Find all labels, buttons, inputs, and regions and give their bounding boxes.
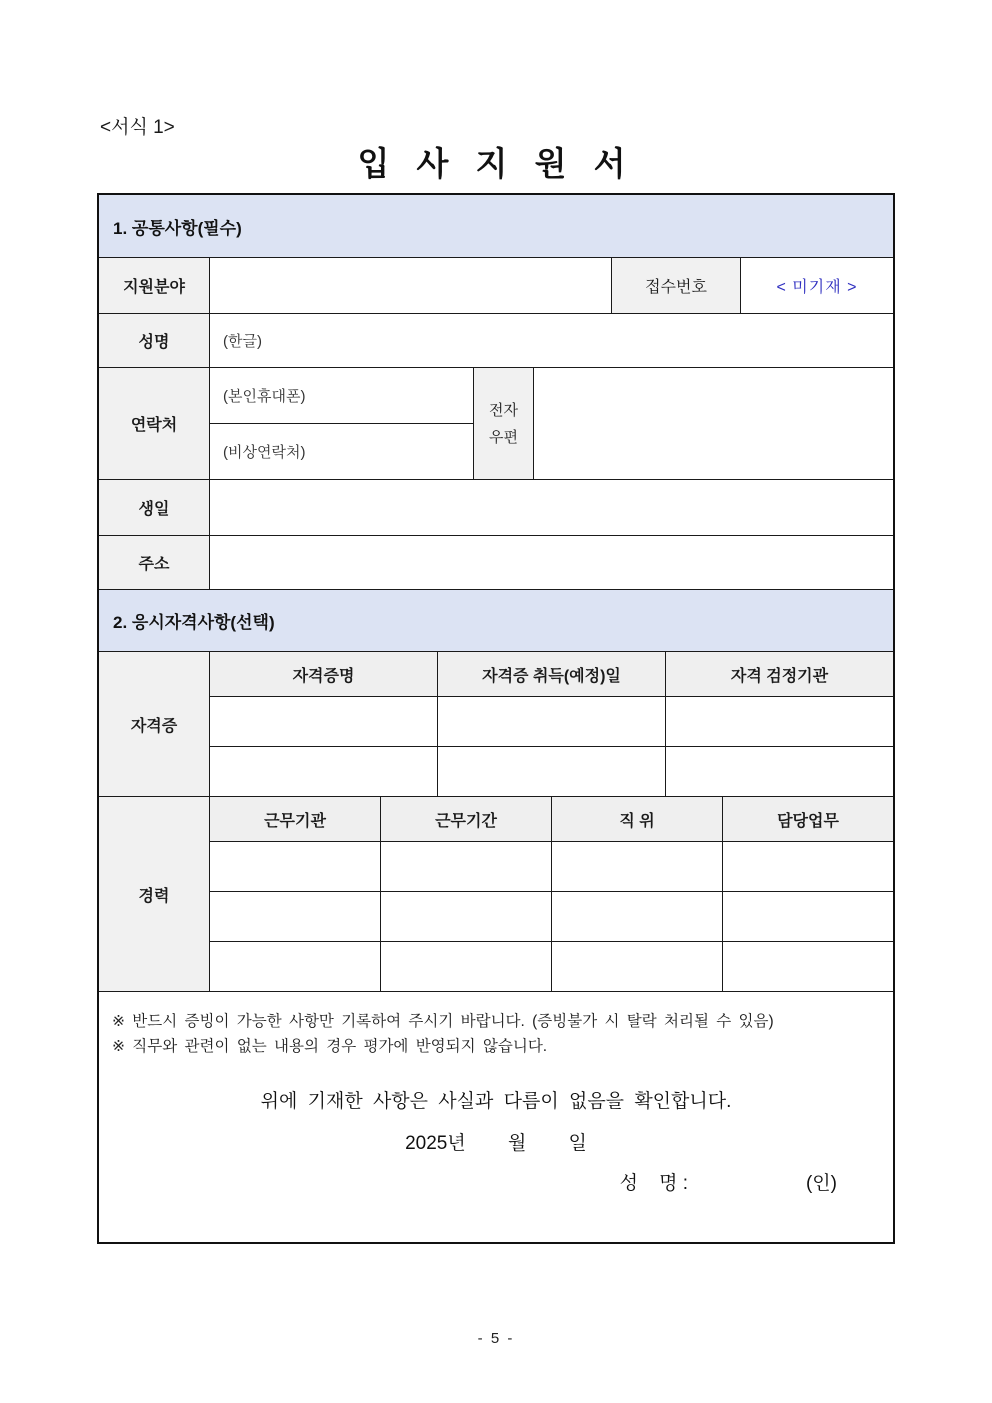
career-label: 경력	[99, 797, 209, 991]
note-line-1: ※ 반드시 증빙이 가능한 사항만 기록하여 주시기 바랍니다. (증빙불가 시 탈락 처리될 수 있음)	[112, 1013, 774, 1030]
footer-section	[99, 991, 893, 1242]
emergency-contact-input[interactable]: (비상연락처)	[210, 423, 473, 479]
signature-line	[99, 1168, 893, 1195]
career-duty-input[interactable]	[722, 892, 893, 941]
career-table	[209, 797, 893, 991]
receipt-no-label: 접수번호	[611, 258, 740, 313]
career-position-header: 직 위	[551, 797, 722, 841]
birthday-label: 생일	[99, 480, 209, 535]
contact-phone-column	[209, 368, 473, 479]
page-title: 입 사 지 원 서	[357, 145, 635, 182]
cert-agency-input[interactable]	[665, 747, 893, 796]
career-header-row	[210, 797, 893, 841]
certificate-table	[209, 652, 893, 796]
career-period-input[interactable]	[380, 892, 551, 941]
cert-name-input[interactable]	[210, 697, 437, 746]
certificate-data-row	[210, 696, 893, 746]
career-org-input[interactable]	[210, 842, 380, 891]
career-position-input[interactable]	[551, 842, 722, 891]
application-form	[97, 193, 895, 1244]
certificate-header-row	[210, 652, 893, 696]
note-line-2: ※ 직무와 관련이 없는 내용의 경우 평가에 반영되지 않습니다.	[112, 1038, 548, 1056]
career-period-header: 근무기간	[380, 797, 551, 841]
apply-field-label: 지원분야	[99, 258, 209, 313]
cert-date-header: 자격증 취득(예정)일	[437, 652, 665, 696]
certificate-section	[99, 651, 893, 796]
receipt-no-value: < 미기재 >	[776, 279, 858, 296]
contact-row	[99, 367, 893, 479]
career-position-input[interactable]	[551, 942, 722, 991]
cert-name-input[interactable]	[210, 747, 437, 796]
signer-name-label: 성 명 :	[619, 1173, 688, 1195]
cert-name-header: 자격증명	[210, 652, 437, 696]
phone-input[interactable]: (본인휴대폰)	[223, 388, 306, 405]
birthday-row	[99, 479, 893, 535]
seal-label: (인)	[805, 1173, 837, 1195]
career-section	[99, 796, 893, 991]
contact-label: 연락처	[99, 368, 209, 479]
career-org-input[interactable]	[210, 942, 380, 991]
name-input[interactable]: (한글)	[209, 314, 893, 367]
receipt-no-cell	[740, 258, 893, 313]
career-period-input[interactable]	[380, 842, 551, 891]
career-period-input[interactable]	[380, 942, 551, 991]
cert-date-input[interactable]	[437, 747, 665, 796]
career-org-header: 근무기관	[210, 797, 380, 841]
career-position-input[interactable]	[551, 892, 722, 941]
email-label	[473, 368, 533, 479]
career-data-row	[210, 891, 893, 941]
certificate-data-row	[210, 746, 893, 796]
career-duty-input[interactable]	[722, 842, 893, 891]
name-row	[99, 313, 893, 367]
form-tag: <서식 1>	[100, 117, 175, 138]
career-org-input[interactable]	[210, 892, 380, 941]
cert-agency-header: 자격 검정기관	[665, 652, 893, 696]
section-1-header: 1. 공통사항(필수)	[99, 195, 893, 257]
name-label: 성명	[99, 314, 209, 367]
email-label-line1: 전자	[489, 401, 518, 419]
email-input[interactable]	[533, 368, 893, 479]
apply-field-input[interactable]	[209, 258, 611, 313]
email-label-line2: 우편	[489, 428, 518, 446]
date-line: 2025년 월 일	[405, 1133, 587, 1155]
address-row	[99, 535, 893, 589]
career-data-row	[210, 841, 893, 891]
career-duty-input[interactable]	[722, 942, 893, 991]
address-label: 주소	[99, 536, 209, 589]
certificate-label: 자격증	[99, 652, 209, 796]
career-duty-header: 담당업무	[722, 797, 893, 841]
career-data-row	[210, 941, 893, 991]
confirmation-text: 위에 기재한 사항은 사실과 다름이 없음을 확인합니다.	[260, 1091, 732, 1113]
section-2-header: 2. 응시자격사항(선택)	[99, 589, 893, 651]
address-input[interactable]	[209, 536, 893, 589]
cert-date-input[interactable]	[437, 697, 665, 746]
cert-agency-input[interactable]	[665, 697, 893, 746]
apply-field-row	[99, 257, 893, 313]
page-number: - 5 -	[477, 1330, 515, 1347]
birthday-input[interactable]	[209, 480, 893, 535]
